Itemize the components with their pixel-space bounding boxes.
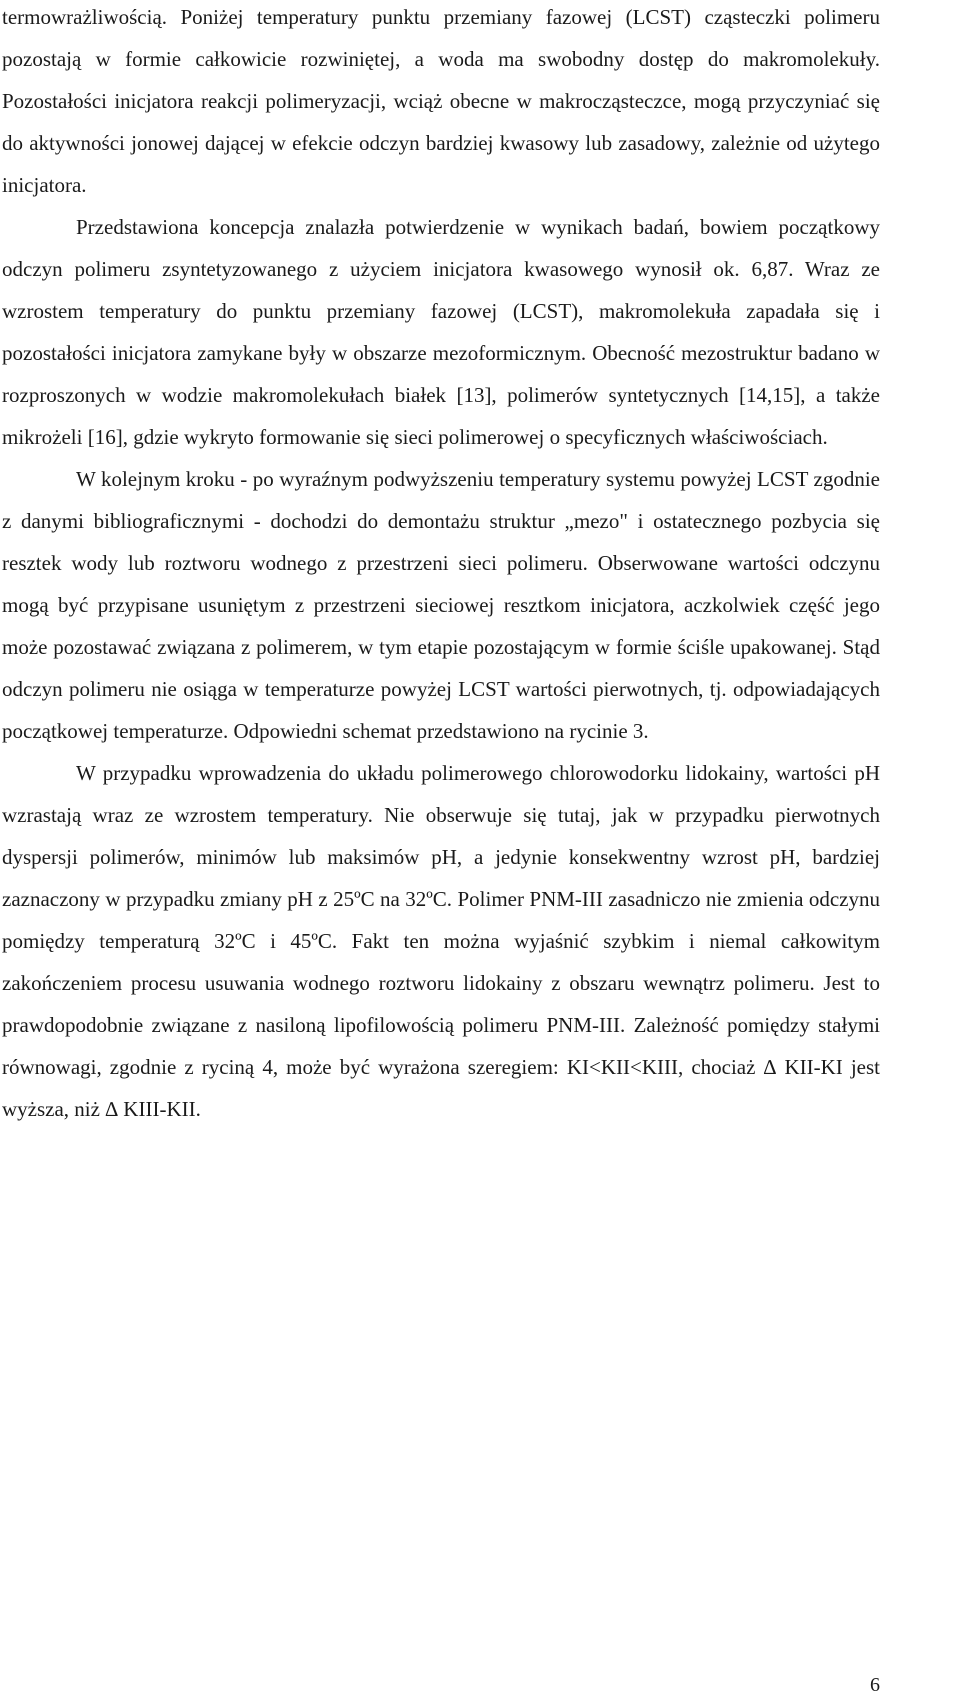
paragraph-2: Przedstawiona koncepcja znalazła potwierdzenie w wynikach badań, bowiem początkowy odczyn polimeru zsyntetyzowanego z użyciem inicjatora kwasowego wynosił ok. 6,87. Wraz ze wzrostem temperatury do punktu przemiany fazowej (LCST), makromolekuła zapadała się i pozostałości inicjatora zamykane były w obszarze mezoformicznym. Obecność mezostruktur badano w rozproszonych w wodzie makromolekułach białek [13], polimerów syntetycznych [14,15], a także mikrożeli [16], gdzie wykryto formowanie się sieci polimerowej o specyficznych właściwościach. [2, 215, 880, 449]
body-text [2, 0, 880, 1130]
paragraph-1: termowrażliwością. Poniżej temperatury punktu przemiany fazowej (LCST) cząsteczki polimeru pozostają w formie całkowicie rozwiniętej, a woda ma swobodny dostęp do makromolekuły. Pozostałości inicjatora reakcji polimeryzacji, wciąż obecne w makrocząsteczce, mogą przyczyniać się do aktywności jonowej dającej w efekcie odczyn bardziej kwasowy lub zasadowy, zależnie od użytego inicjatora. [2, 5, 880, 197]
paragraph-4: W przypadku wprowadzenia do układu polimerowego chlorowodorku lidokainy, wartości pH wzrastają wraz ze wzrostem temperatury. Nie obserwuje się tutaj, jak w przypadku pierwotnych dyspersji polimerów, minimów lub maksimów pH, a jedynie konsekwentny wzrost pH, bardziej zaznaczony w przypadku zmiany pH z 25ºC na 32ºC. Polimer PNM-III zasadniczo nie zmienia odczynu pomiędzy temperaturą 32ºC i 45ºC. Fakt ten można wyjaśnić szybkim i niemal całkowitym zakończeniem procesu usuwania wodnego roztworu lidokainy z obszaru wewnątrz polimeru. Jest to prawdopodobnie związane z nasiloną lipofilowością polimeru PNM-III. Zależność pomiędzy stałymi równowagi, zgodnie z ryciną 4, może być wyrażona szeregiem: KI<KII<KIII, chociaż ∆ KII-KI jest wyższa, niż ∆ KIII-KII. [2, 761, 880, 1121]
paragraph-3: W kolejnym kroku - po wyraźnym podwyższeniu temperatury systemu powyżej LCST zgodnie z danymi bibliograficznymi - dochodzi do demontażu struktur „mezo" i ostatecznego pozbycia się resztek wody lub roztworu wodnego z przestrzeni sieci polimeru. Obserwowane wartości odczynu mogą być przypisane usuniętym z przestrzeni sieciowej resztkom inicjatora, aczkolwiek część jego może pozostawać związana z polimerem, w tym etapie pozostającym w formie ściśle upakowanej. Stąd odczyn polimeru nie osiąga w temperaturze powyżej LCST wartości pierwotnych, tj. odpowiadających początkowej temperaturze. Odpowiedni schemat przedstawiono na rycinie 3. [2, 467, 880, 743]
page-number: 6 [870, 1674, 880, 1696]
